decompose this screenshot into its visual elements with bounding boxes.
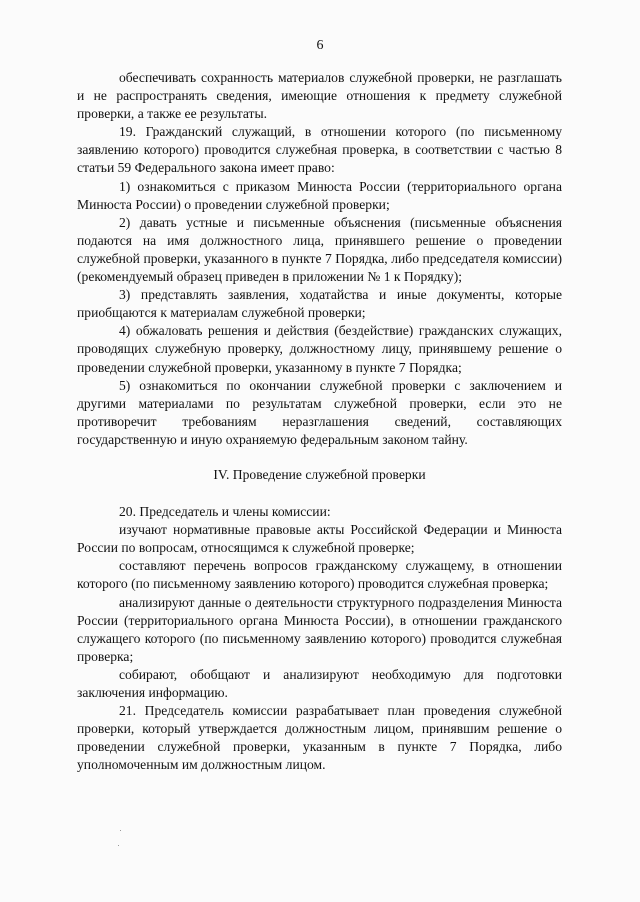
paragraph: 21. Председатель комиссии разрабатывает план проведения служебной проверки, который утверждается должностным лицом, принявшим решение о проведении служебной проверки, указанным в пункте 7 Порядка, либо уполномоченным им должностным лицом. [77,703,562,773]
document-body [77,69,562,774]
page-number: 6 [316,38,324,53]
paragraph: 19. Гражданский служащий, в отношении которого (по письменному заявлению которого) проводится служебная проверка, в соответствии с частью 8 статьи 59 Федерального закона имеет право: [77,124,562,176]
scan-speck [118,845,119,846]
paragraph: 20. Председатель и члены комиссии: [119,504,331,520]
list-item: 4) обжаловать решения и действия (бездействие) гражданских служащих, проводящих служебную проверку, должностному лицу, принявшему решение о проведении служебной проверки, указанному в пункте 7 Порядка; [77,323,562,375]
list-item: 3) представлять заявления, ходатайства и иные документы, которые приобщаются к материалам служебной проверки; [77,287,562,321]
list-item: 2) давать устные и письменные объяснения (письменные объяснения подаются на имя должностного лица, принявшего решение о проведении служебной проверки, указанного в пункте 7 Порядка, либо председателя комиссии) (рекомендуемый образец приведен в приложении № 1 к Порядку); [77,214,562,285]
scan-speck [120,830,121,831]
paragraph: составляют перечень вопросов гражданскому служащему, в отношении которого (по письменному заявлению которого) проводится служебная проверка; [77,558,562,592]
paragraph: изучают нормативные правовые акты Российской Федерации и Минюста России по вопросам, относящимся к служебной проверке; [77,522,562,556]
paragraph: обеспечивать сохранность материалов служебной проверки, не разглашать и не распространять сведения, имеющие отношения к предмету служебной проверки, а также ее результаты. [77,70,562,122]
section-heading: IV. Проведение служебной проверки [213,466,426,482]
paragraph: собирают, обобщают и анализируют необходимую для подготовки заключения информацию. [77,666,562,700]
paragraph: анализируют данные о деятельности структурного подразделения Минюста России (территориального органа Минюста России), в отношении гражданского служащего которого (по письменному заявлению которого) проводится служебная проверка; [77,594,562,664]
list-item: 1) ознакомиться с приказом Минюста России (территориального органа Минюста России) о проведении служебной проверки; [77,178,562,212]
list-item: 5) ознакомиться по окончании служебной проверки с заключением и другими материалами по результатам служебной проверки, если это не противоречит требованиям неразглашения сведений, составляющих государственную и иную охраняемую федеральным законом тайну. [77,377,562,447]
